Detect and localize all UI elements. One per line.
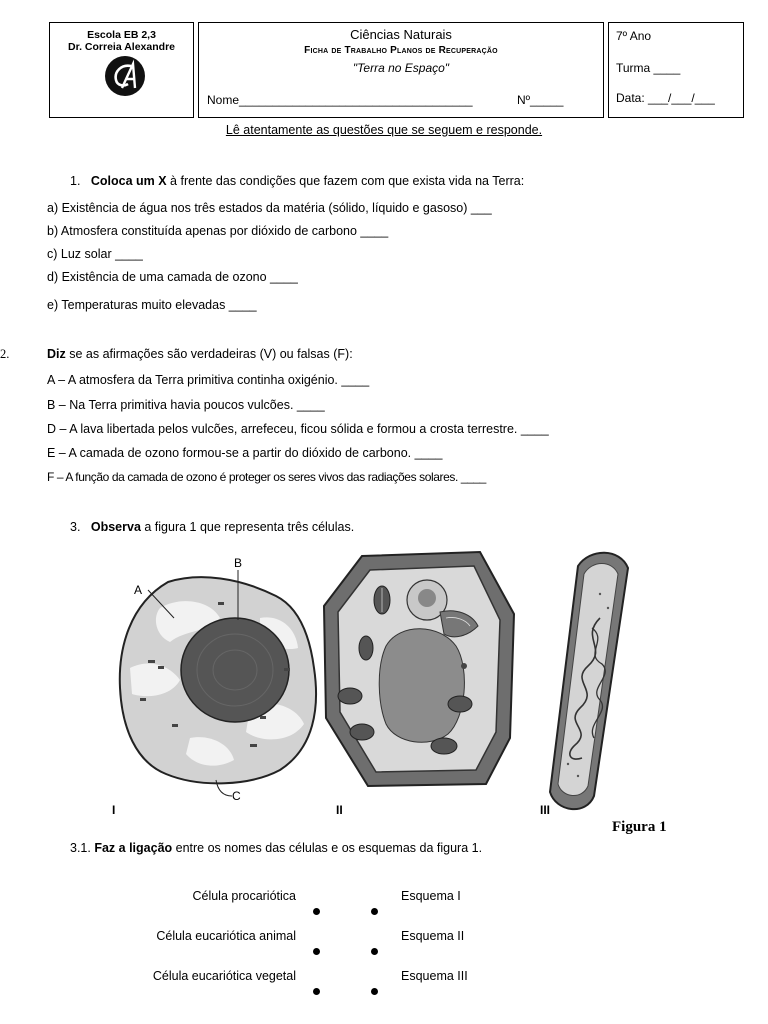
q2-statement[interactable]: D – A lava libertada pelos vulcões, arrefeceu, ficou sólida e formou a crosta terrestre. ____: [47, 422, 549, 436]
q2-lead-rest: se as afirmações são verdadeiras (V) ou falsas (F):: [65, 347, 353, 361]
instructions: Lê atentamente as questões que se seguem e responde.: [225, 123, 543, 137]
q1-option[interactable]: a) Existência de água nos três estados da matéria (sólido, líquido e gasoso) ___: [47, 201, 492, 215]
school-box: [49, 22, 194, 118]
match-right-item: Esquema I: [401, 889, 461, 903]
q3-1-lead-bold: Faz a ligação: [94, 841, 173, 855]
number-field[interactable]: Nº_____: [517, 93, 564, 107]
q3-1-heading: [70, 840, 482, 856]
cell-label-i: I: [112, 803, 116, 817]
cell-label-iii: III: [540, 803, 551, 817]
q2-statement[interactable]: B – Na Terra primitiva havia poucos vulcões. ____: [47, 398, 325, 412]
q2-number: 2.: [0, 347, 10, 361]
q1-option[interactable]: c) Luz solar ____: [47, 247, 143, 261]
match-dot-left[interactable]: [313, 988, 320, 995]
q2-statement[interactable]: F – A função da camada de ozono é proteger os seres vivos das radiações solares. ____: [47, 470, 486, 484]
q2-lead-bold: Diz: [47, 347, 66, 361]
class-field[interactable]: Turma ____: [616, 61, 681, 75]
q1-option[interactable]: e) Temperaturas muito elevadas ____: [47, 298, 257, 312]
q3-lead-bold: Observa: [90, 520, 141, 534]
match-left-item: Célula eucariótica animal: [156, 929, 296, 943]
q3-1-number: 3.1.: [70, 841, 91, 855]
q3-heading: [70, 519, 354, 535]
match-dot-right[interactable]: [371, 988, 378, 995]
school-name: Escola EB 2,3: [87, 29, 156, 41]
q3-1-lead-rest: entre os nomes das células e os esquemas da figura 1.: [172, 841, 483, 855]
match-dot-left[interactable]: [313, 908, 320, 915]
q1-option[interactable]: b) Atmosfera constituída apenas por dióxido de carbono ____: [47, 224, 389, 238]
q3-number: 3.: [70, 520, 81, 534]
prokaryotic-cell-diagram: [550, 553, 628, 809]
title-box: [198, 22, 604, 118]
animal-cell-diagram: [120, 570, 316, 796]
figure-caption: Figura 1: [612, 819, 667, 835]
sheet-title: Ficha de Trabalho Planos de Recuperação: [304, 45, 498, 56]
topic-title: "Terra no Espaço": [352, 61, 450, 75]
ca-logo-icon: [104, 55, 146, 97]
match-dot-right[interactable]: [371, 948, 378, 955]
class-box: [608, 22, 744, 118]
match-left-item: Célula procariótica: [192, 889, 296, 903]
q1-lead-bold: Coloca um X: [90, 174, 167, 188]
q2-heading: [47, 346, 353, 362]
match-right-item: Esquema III: [401, 969, 468, 983]
match-left-item: Célula eucariótica vegetal: [152, 969, 296, 983]
label-c: C: [232, 789, 241, 803]
q1-option[interactable]: d) Existência de uma camada de ozono ____: [47, 270, 298, 284]
name-field[interactable]: Nome___________________________________: [207, 93, 473, 107]
figure-1: [100, 548, 660, 818]
q1-lead-rest: à frente das condições que fazem com que exista vida na Terra:: [166, 174, 525, 188]
date-field[interactable]: Data: ___/___/___: [616, 91, 715, 105]
school-name-line2: Dr. Correia Alexandre: [68, 41, 175, 53]
q2-statement[interactable]: E – A camada de ozono formou-se a partir do dióxido de carbono. ____: [47, 446, 443, 460]
match-right-item: Esquema II: [401, 929, 465, 943]
q3-lead-rest: a figura 1 que representa três células.: [140, 520, 355, 534]
q2-statement[interactable]: A – A atmosfera da Terra primitiva continha oxigénio. ____: [47, 373, 370, 387]
match-dot-left[interactable]: [313, 948, 320, 955]
q1-number: 1.: [70, 174, 81, 188]
grade-label: 7º Ano: [616, 29, 652, 43]
plant-cell-diagram: [324, 552, 514, 786]
subject-title: Ciências Naturais: [350, 27, 452, 42]
label-b: B: [234, 556, 243, 570]
match-dot-right[interactable]: [371, 908, 378, 915]
q1-heading: [70, 173, 524, 189]
label-a: A: [134, 583, 143, 597]
cell-label-ii: II: [336, 803, 343, 817]
